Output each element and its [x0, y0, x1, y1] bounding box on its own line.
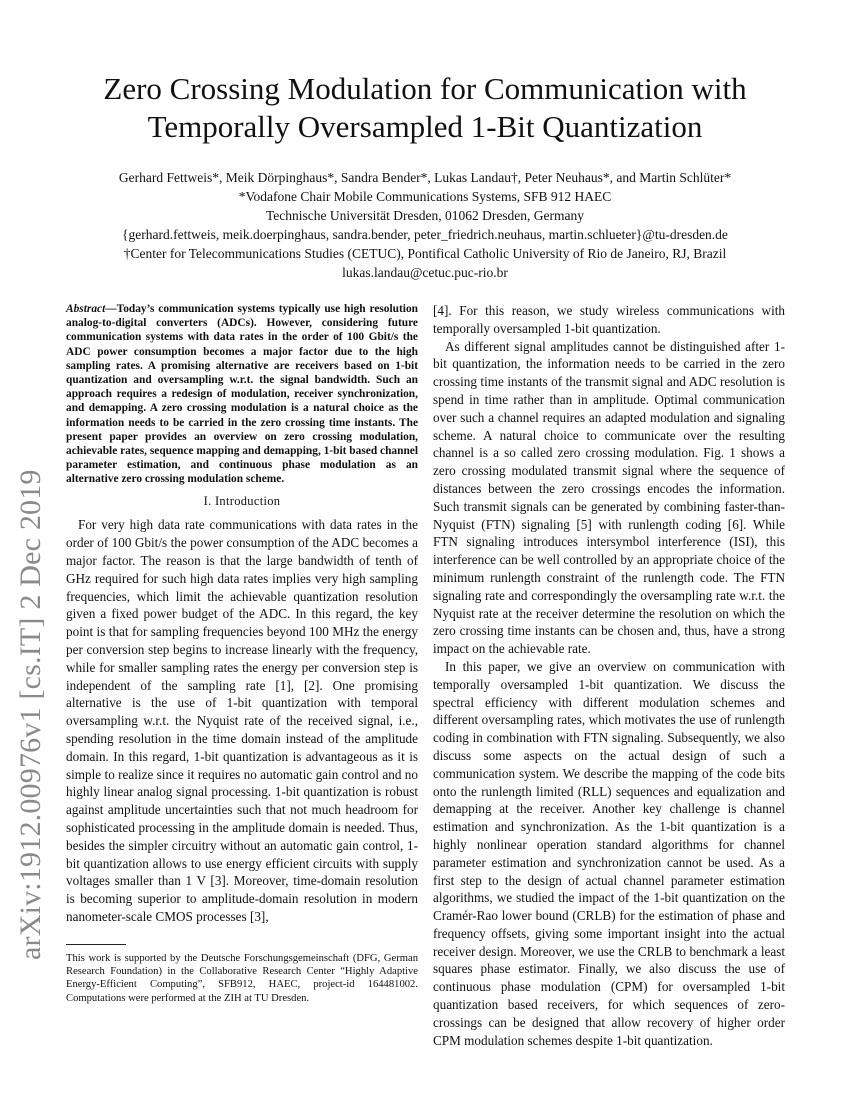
intro-paragraph-1: For very high data rate communications with data rates in the order of 100 Gbit/s the power consumption of the ADC becomes a major factor. The reason is that the large bandwidth of tenth of GHz required for such high data rates implies very high sampling frequencies, which limit the achievable quantization resolution given a fixed power budget of the ADC. In this regard, the key point is that for sampling frequencies beyond 100 MHz the energy per conversion step begins to increase linearly with the frequency, while for smaller sampling rates the energy per conversion step is independent of the sampling rate [1], [2]. One promising alternative is the use of 1-bit quantization with temporal oversampling w.r.t. the Nyquist rate of the received signal, i.e., spending resolution in the time domain instead of the amplitude domain. In this regard, 1-bit quantization is advantageous as it is simple to realize since it requires no automatic gain control and no highly linear analog signal processing. 1-bit quantization is robust against amplitude uncertainties such that not much headroom for sophisticated processing in the amplitude domain is needed. Thus, besides the simpler circuitry without an automatic gain control, 1-bit quantization allows to use energy efficient circuits with supply voltages smaller than 1 V [3]. Moreover, time-domain resolution is becoming superior to amplitude-domain resolution in modern nanometer-scale CMOS processes [3],: [66, 517, 418, 924]
left-column: [66, 302, 418, 926]
abstract-text: —Today’s communication systems typically use high resolution analog-to-digital converters (ADCs). However, considering future communication systems with data rates in the order of 100 Gbit/s the ADC power consumption becomes a major factor due to the high sampling rates. A promising alternative are receivers based on 1-bit quantization and oversampling w.r.t. the signal bandwidth. Such an approach requires a redesign of modulation, receiver synchronization, and demapping. A zero crossing modulation is a natural choice as the information needs to be carried in the zero crossing time instants. The present paper provides an overview on zero crossing modulation, achievable rates, sequence mapping and demapping, 1-bit based channel parameter estimation, and continuous phase modulation as an alternative zero crossing modulation scheme.: [66, 303, 418, 486]
affiliation-1: *Vodafone Chair Mobile Communications Systems, SFB 912 HAEC: [238, 189, 612, 204]
title-line-1: Zero Crossing Modulation for Communication with: [103, 71, 747, 106]
intro-paragraph-3: In this paper, we give an overview on communication with temporally oversampled 1-bit quantization. We discuss the spectral efficiency with different modulation schemes and different oversampling rates, which motivates the use of runlength coding in combination with FTN signaling. Subsequently, we also discuss some aspects on the actual design of such a communication system. We describe the mapping of the code bits onto the runlength limited (RLL) sequences and equalization and demapping at the receiver. Another key challenge is channel estimation and synchronization. As the 1-bit quantization is a highly nonlinear operation standard algorithms for channel parameter estimation and synchronization cannot be used. As a first step to the design of actual channel parameter estimation algorithms, we studied the impact of the 1-bit quantization on the Cramér-Rao lower bound (CRLB) for the estimation of phase and frequency offsets, giving some important insight into the actual receiver design. Moreover, we use the CRLB to benchmark a least squares phase estimator. Finally, we also discuss the use of continuous phase modulation (CPM) for oversampled 1-bit quantization based receivers, for which sequences of zero-crossings can be designed that allow recovery of higher order CPM modulation schemes despite 1-bit quantization.: [433, 658, 785, 1048]
intro-paragraph-continued: [4]. For this reason, we study wireless communications with temporally oversampled 1-bit quantization.: [433, 303, 785, 336]
paper-title: [40, 70, 810, 146]
footnote-divider: [66, 944, 126, 945]
affiliation-1-address: Technische Universität Dresden, 01062 Dresden, Germany: [265, 208, 585, 223]
arxiv-identifier: arXiv:1912.00976v1 [cs.IT] 2 Dec 2019: [14, 469, 47, 960]
intro-paragraph-2: As different signal amplitudes cannot be distinguished after 1-bit quantization, the information needs to be carried in the zero crossing time instants of the transmit signal and ADC resolution is spend in time rather than in amplitude. Optimal communication over such a channel requires an adapted modulation and signaling scheme. A natural choice to communicate over the resulting channel is a so called zero crossing modulation. Fig. 1 shows a zero crossing modulated transmit signal where the sequence of distances between the zero crossings encodes the information. Such transmit signals can be generated by combining faster-than-Nyquist (FTN) signaling [5] with runlength coding [6]. While FTN signaling introduces intersymbol interference (ISI), this interference can be well controlled by an appropriate choice of the minimum runlength constraint of the runlength code. The FTN signaling rate and correspondingly the oversampling rate w.r.t. the Nyquist rate at the receiver determine the resolution on which the zero crossing time instants can be chosen and, thus, have a strong impact on the achievable rate.: [433, 338, 785, 657]
right-column: [433, 302, 785, 1049]
section-heading-introduction: I. Introduction: [203, 493, 281, 508]
author-emails-1: {gerhard.fettweis, meik.doerpinghaus, sandra.bender, peter_friedrich.neuhaus, martin.schlueter}@tu-dresden.de: [122, 227, 728, 242]
author-block: [40, 168, 810, 282]
footnote: This work is supported by the Deutsche Forschungsgemeinschaft (DFG, German Research Foundation) in the Collaborative Research Center “Highly Adaptive Energy-Efficient Computing”, SFB912, HAEC, project-id 164481002. Computations were performed at the ZIH at TU Dresden.: [66, 953, 418, 1004]
author-names: Gerhard Fettweis*, Meik Dörpinghaus*, Sandra Bender*, Lukas Landau†, Peter Neuhaus*, and Martin Schlüter*: [118, 170, 732, 185]
author-email-2: lukas.landau@cetuc.puc-rio.br: [342, 265, 508, 280]
title-line-2: Temporally Oversampled 1-Bit Quantization: [147, 109, 703, 144]
affiliation-2: †Center for Telecommunications Studies (CETUC), Pontifical Catholic University of Rio de Janeiro, RJ, Brazil: [123, 246, 727, 261]
abstract: [66, 302, 418, 487]
abstract-label: Abstract: [66, 303, 106, 315]
